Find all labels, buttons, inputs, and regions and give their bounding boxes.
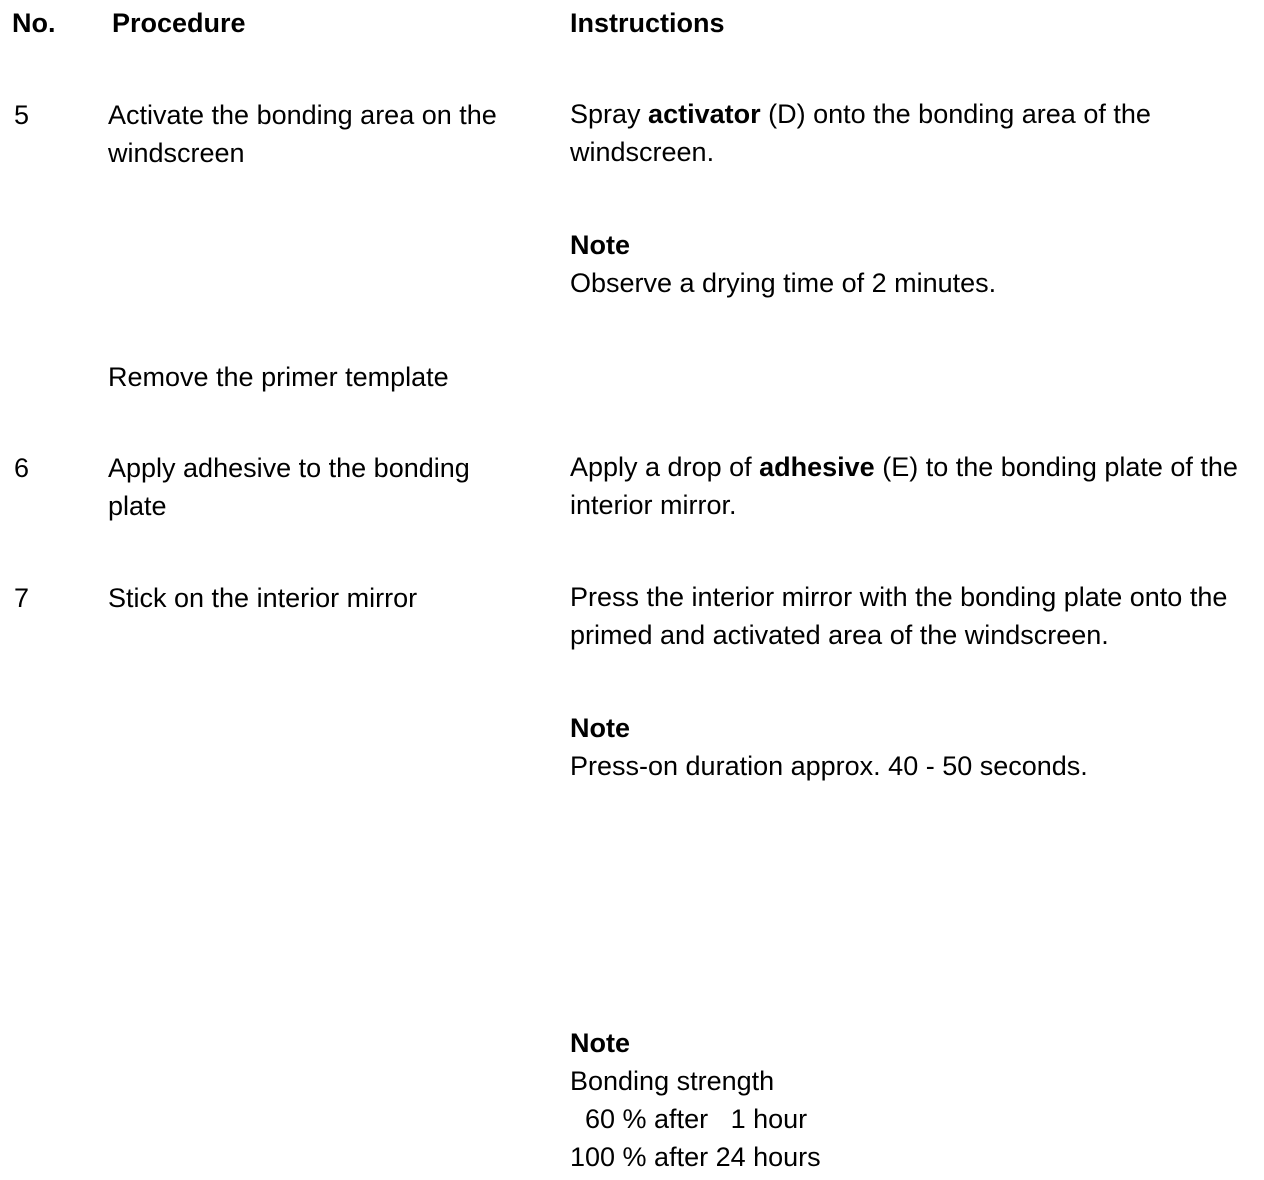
instruction-text: primed and activated area of the windscreen. (570, 620, 1109, 650)
instruction-text-part: Apply a drop of (570, 452, 760, 482)
instruction-material: adhesive (759, 452, 875, 482)
column-header-procedure: Procedure (112, 8, 246, 38)
note-title: Note (570, 713, 630, 743)
instruction-text-part: Spray (570, 99, 649, 129)
note-title: Note (570, 1028, 630, 1058)
step-number: 6 (14, 453, 30, 483)
note-text: Observe a drying time of 2 minutes. (570, 268, 997, 298)
column-header-no: No. (12, 8, 56, 38)
instruction-text-part: (D) onto the bonding area of the (760, 99, 1151, 129)
step-number: 7 (14, 583, 30, 613)
column-header-instructions: Instructions (570, 8, 725, 38)
step-number: 5 (14, 100, 30, 130)
note-title: Note (570, 230, 630, 260)
note-text: Bonding strength (570, 1066, 775, 1096)
instruction-text (570, 95, 1151, 133)
procedure-text: plate (108, 491, 167, 521)
procedure-text: Remove the primer template (108, 362, 449, 392)
instruction-material: activator (648, 99, 761, 129)
instruction-text: windscreen. (570, 137, 715, 167)
instruction-text-part: (E) to the bonding plate of the (874, 452, 1238, 482)
note-text: Press-on duration approx. 40 - 50 seconds. (570, 751, 1088, 781)
instruction-text: Press the interior mirror with the bonding plate onto the (570, 582, 1228, 612)
procedure-text: Activate the bonding area on the (108, 100, 497, 130)
procedure-text: windscreen (108, 138, 245, 168)
note-text: 60 % after 1 hour (570, 1104, 808, 1134)
note-text: 100 % after 24 hours (570, 1142, 821, 1172)
procedure-text: Apply adhesive to the bonding (108, 453, 470, 483)
instruction-text (570, 448, 1238, 486)
procedure-text: Stick on the interior mirror (108, 583, 418, 613)
instruction-text: interior mirror. (570, 490, 737, 520)
